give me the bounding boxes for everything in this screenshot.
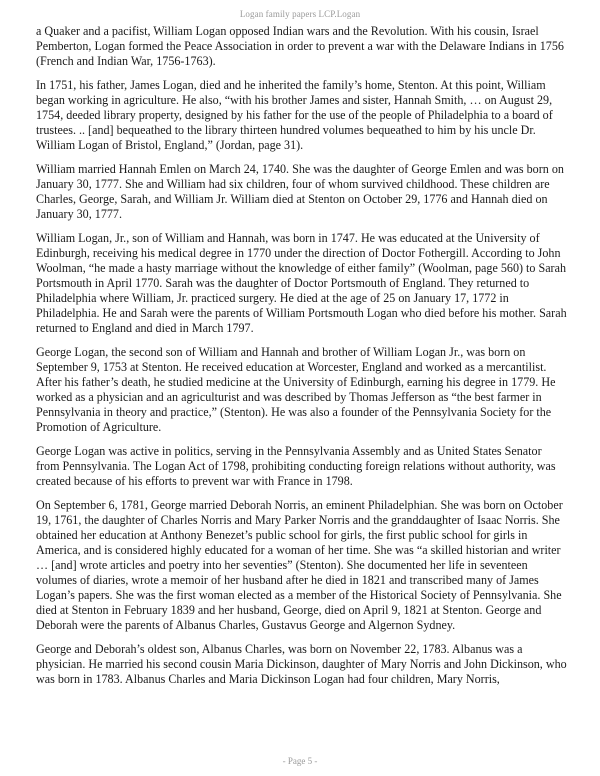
document-body	[36, 24, 568, 696]
paragraph-albanus-charles: George and Deborah’s oldest son, Albanus Charles, was born on November 22, 1783. Albanus was a physician. He married his second cousin Maria Dickinson, daughter of Mary Norris and John Dickinson, who was born in 1783. Albanus Charles and Maria Dickinson Logan had four children, Mary Norris,	[36, 641, 567, 687]
paragraph-quaker-pacifist: a Quaker and a pacifist, William Logan opposed Indian wars and the Revolution. With his cousin, Israel Pemberton, Logan formed the Peace Association in order to prevent a war with the Delaware Indians in 1756 (French and Indian War, 1756-1763).	[36, 24, 564, 69]
page-header: Logan family papers LCP.Logan	[239, 9, 361, 19]
paragraph-stenton-inheritance: In 1751, his father, James Logan, died and he inherited the family’s home, Stenton. At this point, William began working in agriculture. He also, “with his brother James and sister, Hannah Smith, … on August 29, 1754, deeded library property, designed by his father for the use of the people of Philadelphia to a board of trustees. .. [and] bequeathed to the library thirteen hundred volumes bequeathed to him by his uncle Dr. William Logan of Bristol, England,” (Jordan, page 31).	[36, 77, 553, 153]
paragraph-george-politics: George Logan was active in politics, serving in the Pennsylvania Assembly and as United States Senator from Pennsylvania. The Logan Act of 1798, prohibiting conducting foreign relations without authority, was created because of his efforts to prevent war with France in 1798.	[36, 443, 556, 489]
paragraph-william-jr: William Logan, Jr., son of William and Hannah, was born in 1747. He was educated at the University of Edinburgh, receiving his medical degree in 1770 under the direction of Doctor Fothergill. According to John Woolman, “he made a hasty marriage without the knowledge of either family” (Woolman, page 560) to Sarah Portsmouth in April 1770. Sarah was the daughter of Doctor Portsmouth of England. They returned to Philadelphia where William, Jr. practiced surgery. He died at the age of 25 on January 17, 1772 in Philadelphia. He and Sarah were the parents of William Portsmouth Logan who died before his mother. Sarah returned to England and died in March 1797.	[36, 230, 567, 336]
paragraph-george-logan: George Logan, the second son of William and Hannah and brother of William Logan Jr., was born on September 9, 1753 at Stenton. He received education at Worcester, England and worked as a mercantilist. After his father’s death, he studied medicine at the University of Edinburgh, earning his degree in 1779. He worked as a physician and an agriculturist and was described by Thomas Jefferson as “the best farmer in Pennsylvania in theory and practice,” (Stenton). He was also a founder of the Pennsylvania Society for the Promotion of Agriculture.	[36, 344, 556, 435]
paragraph-william-marriage: William married Hannah Emlen on March 24, 1740. She was the daughter of George Emlen and was born on January 30, 1777. She and William had six children, four of whom survived childhood. These children are Charles, George, Sarah, and William Jr. William died at Stenton on October 29, 1776 and Hannah died on January 30, 1777.	[36, 161, 564, 222]
paragraph-deborah-norris: On September 6, 1781, George married Deborah Norris, an eminent Philadelphian. She was born on October 19, 1761, the daughter of Charles Norris and Mary Parker Norris and the granddaughter of Isaac Norris. She obtained her education at Anthony Benezet’s public school for girls, the first public school for girls in America, and is considered highly educated for a woman of her time. She was “a skilled historian and writer … [and] wrote articles and poetry into her seventies” (Stenton). She documented her life in seventeen volumes of diaries, wrote a memoir of her husband after he died in 1821 and transcribed many of James Logan’s papers. She was the first woman elected as a member of the Historical Society of Pennsylvania. She died at Stenton in February 1839 and her husband, George, died on April 9, 1821 at Stenton. George and Deborah were the parents of Albanus Charles, Gustavus George and Algernon Sydney.	[36, 497, 563, 633]
page-number: - Page 5 -	[282, 756, 318, 766]
